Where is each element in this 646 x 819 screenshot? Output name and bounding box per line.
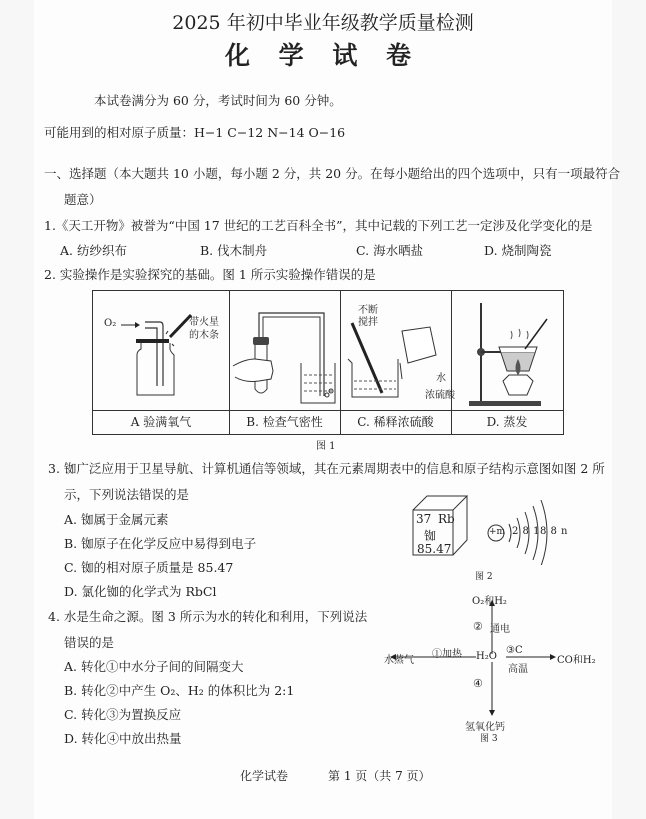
evaporation-illustration — [451, 291, 563, 409]
q3-option-a: A. 铷属于金属元素 — [64, 512, 169, 527]
node-water: H₂O — [476, 651, 497, 662]
figure-2-caption: 图 2 — [475, 572, 493, 582]
label-electrolysis: 通电 — [490, 624, 510, 635]
nucleus-charge: +m — [489, 527, 506, 537]
panel-a-label: A 验满氧气 — [130, 415, 192, 429]
question-3-stem-cont: 示，下列说法错误的是 — [64, 487, 190, 502]
stir-label-1: 不断 — [358, 305, 378, 316]
glowing-splint-label-2: 的木条 — [189, 330, 219, 341]
panel-b-label: B. 检查气密性 — [246, 415, 323, 429]
element-name: 铷 — [424, 529, 437, 543]
airtightness-check-illustration — [229, 291, 340, 409]
label-heating: ①加热 — [432, 649, 462, 660]
question-2-stem: 2. 实验操作是实验探究的基础。图 1 所示实验操作错误的是 — [44, 267, 376, 282]
q3-option-b: B. 铷原子在化学反应中易得到电子 — [64, 536, 257, 551]
atomic-masses: 可能用到的相对原子质量：H−1 C−12 N−14 O−16 — [44, 125, 346, 140]
element-number: 37 — [416, 512, 432, 526]
node-co-h2: CO和H₂ — [557, 655, 596, 666]
node-calcium-hydroxide: 氢氧化钙 — [465, 722, 505, 733]
q1-option-c: C. 海水晒盐 — [356, 243, 424, 258]
footer-subject: 化学试卷 — [240, 769, 289, 783]
section-heading: 一、选择题（本大题共 10 小题，每小题 2 分，共 20 分。在每小题给出的四个选项中，只有一项最符合 — [44, 166, 621, 181]
exam-subject: 化 学 试 卷 — [224, 41, 422, 70]
water-label: 水 — [436, 373, 446, 384]
element-mass: 85.47 — [417, 542, 452, 556]
q1-option-d: D. 烧制陶瓷 — [484, 243, 552, 258]
q1-option-b: B. 伐木制舟 — [200, 243, 268, 258]
conc-acid-label: 浓硫酸 — [425, 390, 455, 401]
q3-option-d: D. 氯化铷的化学式为 RbCl — [64, 584, 217, 599]
figure-1-caption-row — [93, 410, 563, 411]
question-1-stem: 1.《天工开物》被誉为“中国 17 世纪的工艺百科全书”，其中记载的下列工艺一定涉及化学变化的是 — [44, 218, 593, 233]
question-4-stem-cont: 错误的是 — [64, 635, 115, 650]
q4-option-c: C. 转化③为置换反应 — [64, 707, 182, 722]
section-heading-cont: 题意） — [64, 192, 102, 207]
question-3-stem: 3. 铷广泛应用于卫星导航、计算机通信等领域，其在元素周期表中的信息和原子结构示意图如图 2 所 — [48, 461, 605, 476]
q4-option-a: A. 转化①中水分子间的间隔变大 — [64, 659, 244, 674]
label-high-temp: 高温 — [508, 664, 528, 675]
q1-option-a: A. 纺纱织布 — [60, 243, 127, 258]
stir-label-2: 搅拌 — [358, 317, 378, 328]
footer-page-number: 第 1 页（共 7 页） — [328, 769, 431, 783]
score-time-note: 本试卷满分为 60 分，考试时间为 60 分钟。 — [94, 93, 342, 108]
glowing-splint-label-1: 带火星 — [189, 317, 219, 328]
o2-label: O₂ — [104, 318, 117, 329]
label-carbon: ③C — [506, 645, 523, 656]
panel-d-label: D. 蒸发 — [486, 415, 528, 429]
label-2: ② — [473, 620, 483, 633]
electron-shells: 2 8 18 8 n — [512, 526, 568, 537]
label-4: ④ — [473, 677, 483, 690]
node-o2-h2: O₂和H₂ — [472, 596, 507, 607]
element-symbol: Rb — [438, 512, 455, 526]
question-4-stem: 4. 水是生命之源。图 3 所示为水的转化和利用，下列说法 — [48, 609, 368, 624]
q4-option-d: D. 转化④中放出热量 — [64, 731, 182, 746]
oxygen-full-test-illustration — [93, 291, 229, 409]
figure-1 — [92, 290, 564, 435]
node-steam: 水蒸气 — [384, 655, 414, 666]
panel-c-label: C. 稀释浓硫酸 — [357, 415, 434, 429]
q4-option-b: B. 转化②中产生 O₂、H₂ 的体积比为 2:1 — [64, 683, 295, 698]
figure-3-caption: 图 3 — [480, 734, 498, 744]
exam-title: 2025 年初中毕业年级教学质量检测 — [172, 12, 474, 34]
figure-1-caption: 图 1 — [316, 441, 336, 452]
q3-option-c: C. 铷的相对原子质量是 85.47 — [64, 560, 234, 575]
